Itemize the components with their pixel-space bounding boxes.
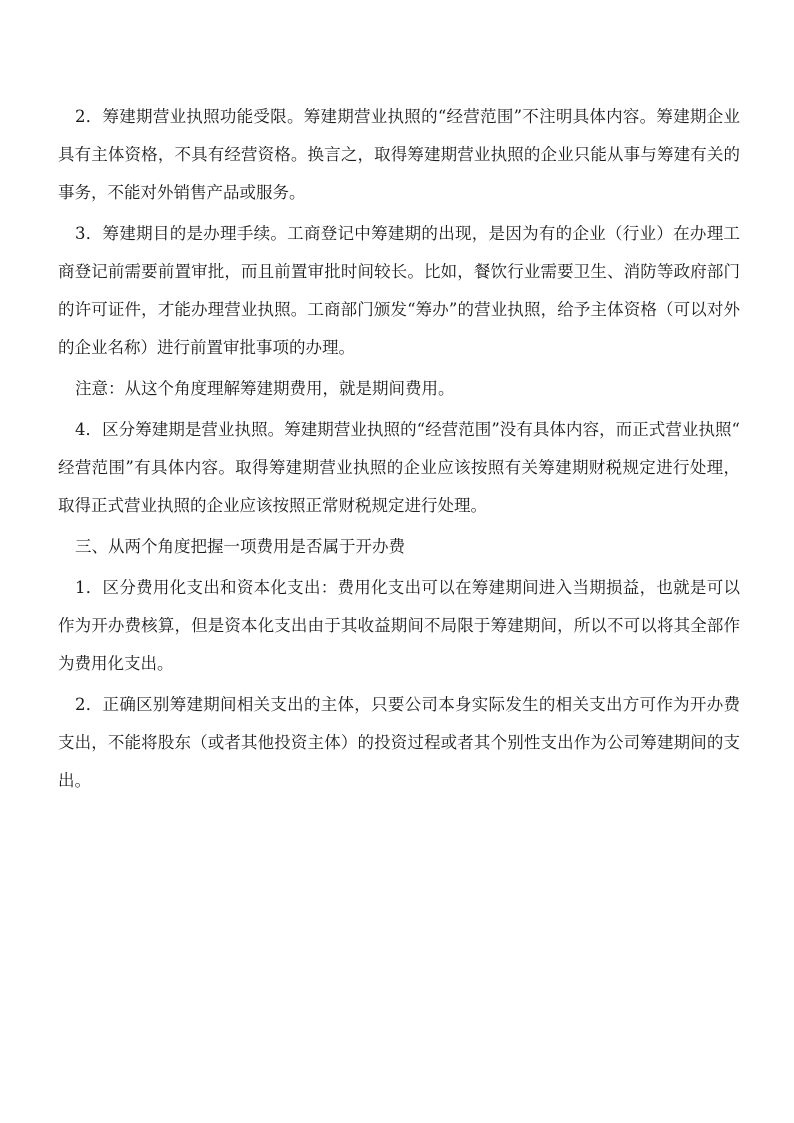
paragraph-item-3-purpose: 3．筹建期目的是办理手续。工商登记中筹建期的出现，是因为有的企业（行业）在办理工商登记前需要前置审批，而且前置审批时间较长。比如，餐饮行业需要卫生、消防等政府部门的许可证件，才能办理营业执照。工商部门颁发“筹办”的营业执照，给予主体资格（可以对外的企业名称）进行前置审批事项的办理。 bbox=[58, 224, 740, 357]
paragraph-item-4-distinction: 4．区分筹建期是营业执照。筹建期营业执照的“经营范围”没有具体内容，而正式营业执照“经营范围”有具体内容。取得筹建期营业执照的企业应该按照有关筹建期财税规定进行处理，取得正式营业执照的企业应该按照正常财税规定进行处理。 bbox=[58, 420, 740, 515]
paragraph-point-2-expense-subject: 2．正确区别筹建期间相关支出的主体，只要公司本身实际发生的相关支出方可作为开办费支出，不能将股东（或者其他投资主体）的投资过程或者其个别性支出作为公司筹建期间的支出。 bbox=[58, 695, 740, 790]
paragraph-item-2-limited-function: 2．筹建期营业执照功能受限。筹建期营业执照的“经营范围”不注明具体内容。筹建期企业具有主体资格，不具有经营资格。换言之，取得筹建期营业执照的企业只能从事与筹建有关的事务，不能对外销售产品或服务。 bbox=[58, 107, 740, 202]
document-body bbox=[58, 98, 740, 800]
section-heading-three: 三、从两个角度把握一项费用是否属于开办费 bbox=[75, 537, 405, 556]
paragraph-point-1-expense-vs-capital: 1．区分费用化支出和资本化支出：费用化支出可以在筹建期间进入当期损益，也就是可以作为开办费核算，但是资本化支出由于其收益期间不局限于筹建期间，所以不可以将其全部作为费用化支出。 bbox=[58, 578, 740, 673]
paragraph-note: 注意：从这个角度理解筹建期费用，就是期间费用。 bbox=[75, 379, 455, 398]
